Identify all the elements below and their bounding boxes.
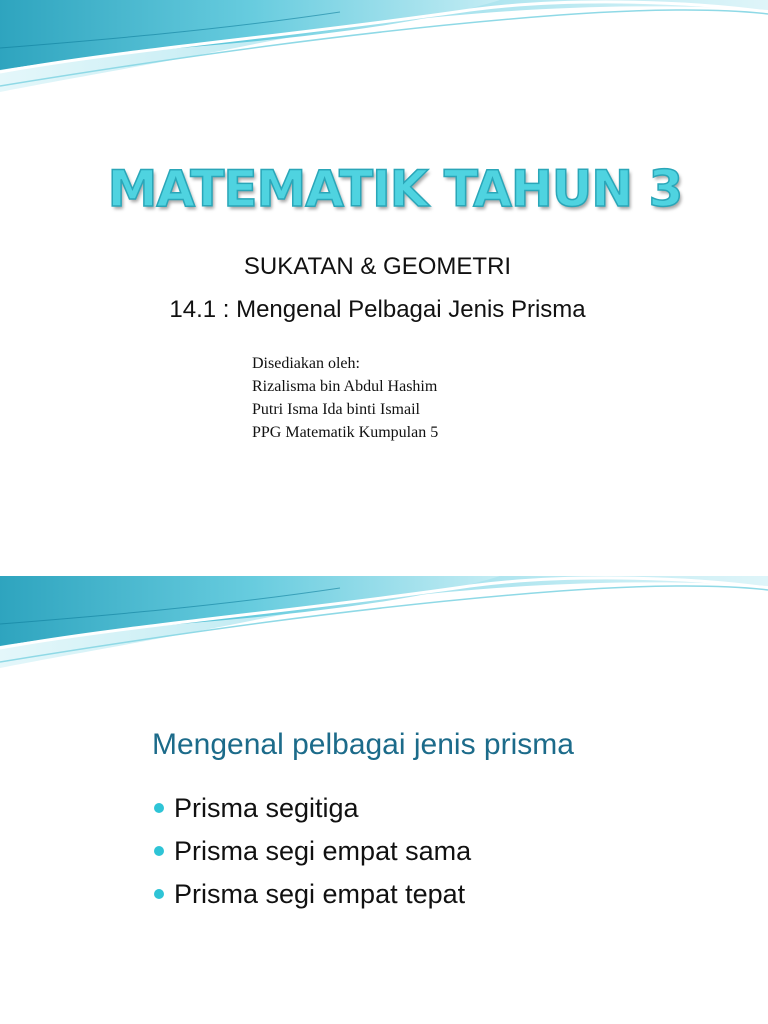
credits-author-2: Putri Isma Ida binti Ismail: [252, 401, 420, 418]
credits-author-1: Rizalisma bin Abdul Hashim: [252, 378, 438, 395]
credits-group: PPG Matematik Kumpulan 5: [252, 424, 439, 441]
list-item: [154, 831, 471, 874]
slide-subtitle-lesson: 14.1 : Mengenal Pelbagai Jenis Prisma: [169, 296, 586, 323]
credits-label: Disediakan oleh:: [252, 355, 360, 372]
bullet-list: [154, 788, 471, 917]
slide-heading: Mengenal pelbagai jenis prisma: [152, 728, 574, 761]
slide-subtitle-topic: SUKATAN & GEOMETRI: [243, 253, 512, 280]
bullet-icon: [154, 803, 164, 813]
list-item-label: Prisma segi empat sama: [174, 836, 472, 866]
wave-decoration: [0, 576, 768, 676]
list-item: [154, 788, 471, 831]
bullet-icon: [154, 846, 164, 856]
slide-2: [0, 512, 768, 1024]
list-item-label: Prisma segi empat tepat: [174, 879, 466, 909]
slide-title: MATEMATIK TAHUN 3: [107, 160, 683, 218]
wave-decoration: [0, 0, 768, 100]
bullet-icon: [154, 889, 164, 899]
credits-block: [252, 352, 438, 444]
list-item-label: Prisma segitiga: [174, 793, 359, 823]
list-item: [154, 874, 471, 917]
